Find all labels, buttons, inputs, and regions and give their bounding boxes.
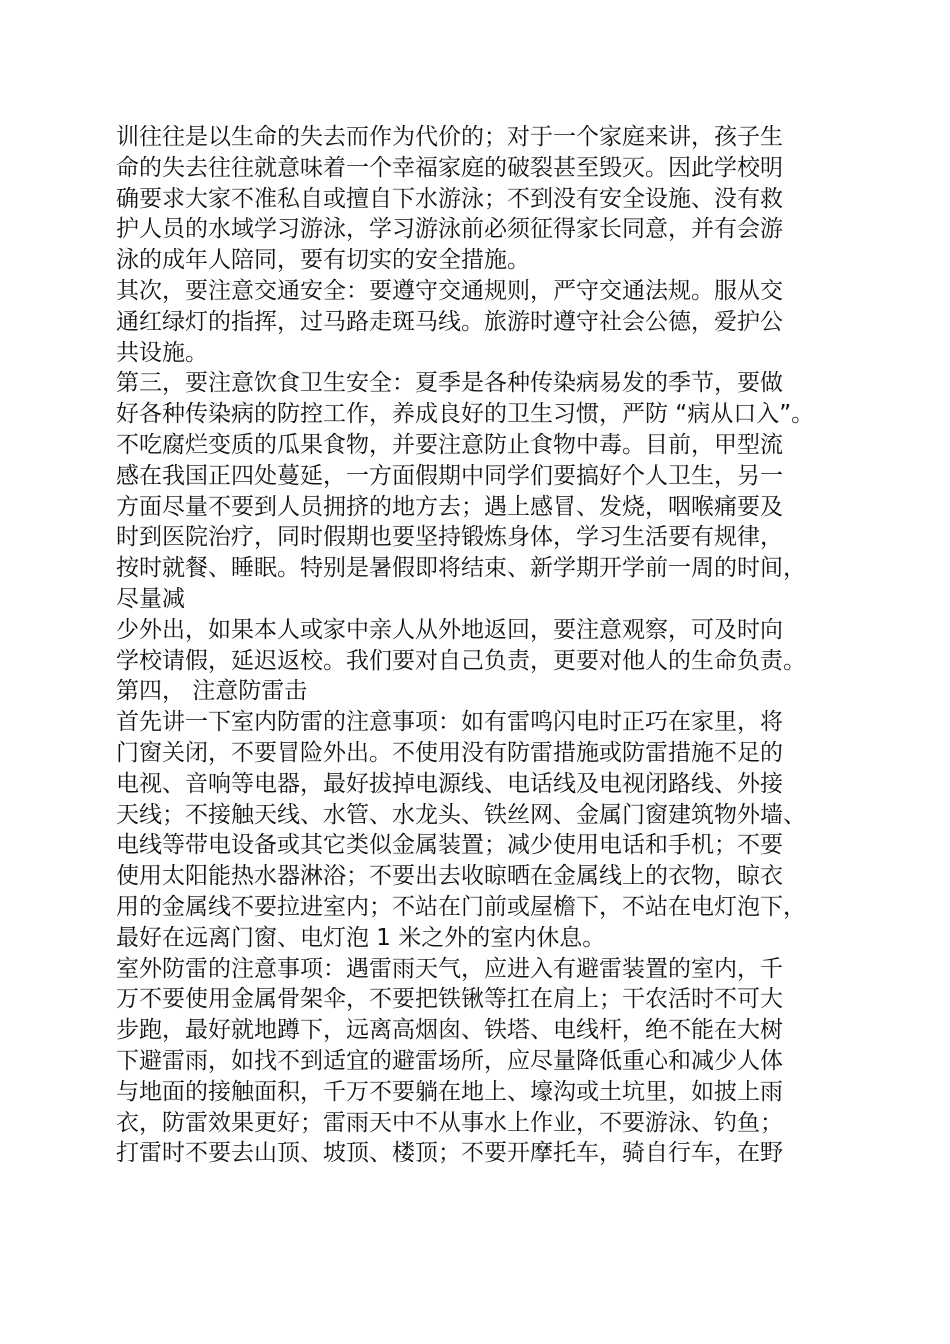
text-line: 门窗关闭，不要冒险外出。不使用没有防雷措施或防雷措施不足的 (116, 739, 783, 766)
text-line: 好各种传染病的防控工作，养成良好的卫生习惯，严防 “病从口入”。 (116, 401, 815, 428)
text-line: 少外出，如果本人或家中亲人从外地返回，要注意观察，可及时向 (116, 616, 783, 643)
text-line: 其次，要注意交通安全：要遵守交通规则，严守交通法规。服从交 (116, 277, 783, 304)
text-line: 学校请假，延迟返校。我们要对自己负责，更要对他人的生命负责。 (116, 647, 806, 674)
text-line: 命的失去往往就意味着一个幸福家庭的破裂甚至毁灭。因此学校明 (116, 154, 783, 181)
text-line: 不吃腐烂变质的瓜果食物，并要注意防止食物中毒。目前，甲型流 (116, 431, 783, 458)
text-line: 感在我国正四处蔓延，一方面假期中同学们要搞好个人卫生，另一 (116, 462, 783, 489)
text-line: 泳的成年人陪同，要有切实的安全措施。 (116, 247, 530, 274)
text-line: 确要求大家不准私自或擅自下水游泳；不到没有安全设施、没有救 (116, 185, 783, 212)
text-line: 电视、音响等电器，最好拔掉电源线、电话线及电视闭路线、外接 (116, 770, 783, 797)
text-line: 最好在远离门窗、电灯泡 1 米之外的室内休息。 (116, 924, 606, 951)
text-line: 时到医院治疗，同时假期也要坚持锻炼身体，学习生活要有规律， (116, 524, 783, 551)
text-line: 与地面的接触面积，千万不要躺在地上、壕沟或土坑里，如披上雨 (116, 1078, 783, 1105)
text-line: 第四， 注意防雷击 (116, 678, 308, 705)
text-line: 用的金属线不要拉进室内；不站在门前或屋檐下，不站在电灯泡下， (116, 893, 806, 920)
text-line: 护人员的水域学习游泳，学习游泳前必须征得家长同意，并有会游 (116, 216, 783, 243)
text-line: 通红绿灯的指挥，过马路走斑马线。旅游时遵守社会公德，爱护公 (116, 308, 783, 335)
text-line: 训往往是以生命的失去而作为代价的；对于一个家庭来讲，孩子生 (116, 124, 783, 150)
text-line: 电线等带电设备或其它类似金属装置；减少使用电话和手机；不要 (116, 832, 783, 859)
text-line: 按时就餐、睡眠。特别是暑假即将结束、新学期开学前一周的时间， (116, 555, 806, 582)
text-line: 步跑，最好就地蹲下，远离高烟囱、铁塔、电线杆，绝不能在大树 (116, 1017, 783, 1044)
document-body (116, 122, 856, 1169)
text-line: 首先讲一下室内防雷的注意事项：如有雷鸣闪电时正巧在家里，将 (116, 709, 783, 736)
text-line: 共设施。 (116, 339, 208, 366)
text-line: 室外防雷的注意事项：遇雷雨天气，应进入有避雷装置的室内，千 (116, 955, 783, 982)
text-line: 第三，要注意饮食卫生安全：夏季是各种传染病易发的季节，要做 (116, 370, 783, 397)
text-line: 天线；不接触天线、水管、水龙头、铁丝网、金属门窗建筑物外墙、 (116, 801, 806, 828)
text-line: 下避雷雨，如找不到适宜的避雷场所，应尽量降低重心和减少人体 (116, 1047, 783, 1074)
text-line: 方面尽量不要到人员拥挤的地方去；遇上感冒、发烧，咽喉痛要及 (116, 493, 783, 520)
text-line: 万不要使用金属骨架伞，不要把铁锹等扛在肩上；干农活时不可大 (116, 986, 783, 1013)
text-line: 使用太阳能热水器淋浴；不要出去收晾晒在金属线上的衣物，晾衣 (116, 863, 783, 890)
text-line: 衣，防雷效果更好；雷雨天中不从事水上作业，不要游泳、钓鱼； (116, 1109, 783, 1136)
text-line: 打雷时不要去山顶、坡顶、楼顶；不要开摩托车，骑自行车，在野 (116, 1140, 783, 1167)
text-line: 尽量减 (116, 585, 185, 612)
